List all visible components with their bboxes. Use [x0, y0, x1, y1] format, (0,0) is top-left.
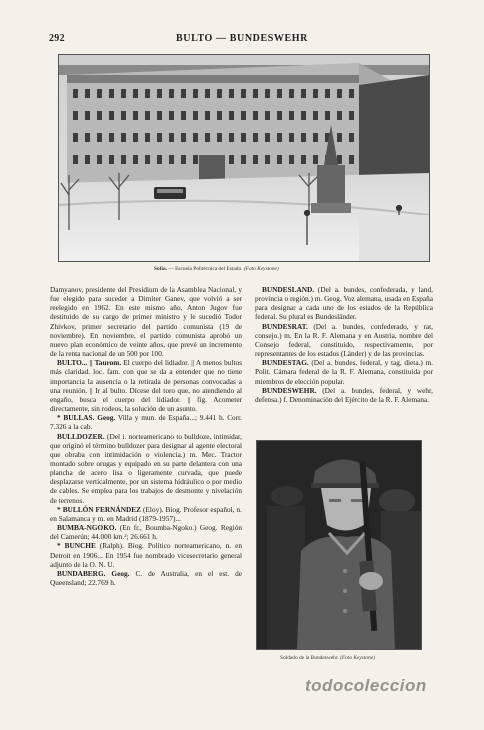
caption-place: Sofía. — [154, 266, 168, 272]
entry-bulldozer-body: (Del i. norteamericano to bulldoze, intimidar, que originó el término bulldozer para designar al agente electoral que obraba con intimidación o violencia.) m. Mec. Tractor montado sobre orugas y equipado en su parte delantera con una plancha de acero lisa o ligeramente curvada, que puede desplazarse verticalmente, por un sistema hidráulico o por medio de cables. Se emplea para los trabajos de desmonte y nivelación de terrenos. — [50, 431, 242, 505]
photo-polytechnic-school — [58, 54, 430, 262]
entry-bundesland-head: BUNDESLAND. — [262, 285, 315, 294]
caption-credit: (Foto Keystone) — [243, 266, 279, 272]
left-text-column — [50, 285, 242, 587]
running-title: BULTO — BUNDESWEHR — [176, 33, 308, 44]
watermark-logo: todocoleccion — [305, 676, 427, 695]
entry-bundesrat — [255, 322, 433, 359]
caption-soldier-text: Soldado de la Bundeswehr. — [280, 655, 339, 661]
entry-bumba-ngoko — [50, 523, 242, 541]
entry-bulldozer — [50, 432, 242, 505]
right-text-column — [255, 285, 433, 404]
entry-bunche-body: (Ralph). Biog. Político norteamericano, n. en Detroit en 1906... En 1954 fue nombrado vicesecretario general adjunto de la O. N. U. — [50, 541, 242, 569]
photo-bundeswehr-soldier — [256, 440, 422, 650]
entry-bundesland — [255, 285, 433, 322]
entry-bumba-body: (En fr., Boumba-Ngoko.) Geog. Región del Camerún; 44.000 km.²; 26.661 h. — [50, 523, 242, 542]
photo-soldier-illustration — [257, 441, 421, 649]
photo-caption-soldier — [280, 655, 375, 661]
entry-bullon — [50, 505, 242, 523]
entry-bulto — [50, 358, 242, 413]
caption-text: — Escuela Politécnica del Estado. — [168, 266, 243, 272]
entry-bundestag-body: (Del a. bundes, federal, y tag, dieta.) m. Polit. Cámara federal de la R. F. Alemana, constituida por miembros de elección popular. — [255, 358, 433, 386]
entry-bulto-head: BULTO... || Taurom. — [57, 358, 122, 368]
entry-bumba-head: BUMBA-NGOKO. — [57, 523, 117, 533]
entry-bulto-body: El cuerpo del lidiador. || A menos bultos más claridad. loc. fam. con que se da a entender que no tiene importancia la ausencia o la retirada de personas convocadas a una reunión. || Ir al bulto. Dícese del toro que, no atendiendo al engaño, busca el cuerpo del lidiador. || fig. Acometer directamente, sin rodeos, la solución de un asunto. — [50, 358, 242, 414]
bulgaria-history-paragraph: Damyanov, presidente del Presidium de la Asamblea Nacional, y fue elegido para suceder a Dimiter Ganev, que volvió a ser reelegido en 1962. En este mismo año, Anton Jugov fue destituido de su cargo de primer ministro y le sucedió Todor Zhivkov, primer secretario del partido comunista (19 de noviembre). En noviembre, el partido comunista aprobó un nuevo plan económico de veinte años, que prevé un incremento de la renta nacional de un 500 por 100. — [50, 285, 242, 359]
entry-bullon-body: (Eloy). Biog. Profesor español, n. en Salamanca y m. en Madrid (1879-1957)... — [50, 504, 242, 523]
caption-soldier-credit: (Foto Keystone) — [340, 655, 375, 661]
entry-bundesrat-body: (Del a. bundes, confederado, y rat, consejo.) m. En la R. F. Alemana y en Austria, nombre del Consejo federal, constituido, respectivamente, por representantes de los estados (Länder) y de las provincias. — [255, 321, 433, 359]
entry-bullas-body: Villa y mun. de España...; 9.441 h. Corr. 7.326 a la cab. — [50, 413, 242, 432]
entry-bundaberg-head: BUNDABERG. Geog. — [57, 568, 130, 578]
photo-building-illustration — [59, 55, 429, 261]
entry-bundesland-body: (Del a. bundes, confederada, y land, provincia o región.) m. Geog. Voz alemana, usada en España para designar a cada uno de los estados de la República federal. Su plural es Bundesländer. — [255, 285, 433, 322]
entry-bundesrat-head: BUNDESRAT. — [262, 321, 308, 331]
entry-bullas-head: * BULLAS. Geog. — [57, 413, 116, 423]
page-number: 292 — [49, 33, 65, 44]
entry-bundaberg-body: C. de Australia, en el est. de Queensland; 22.769 h. — [50, 568, 242, 587]
entry-bunche-head: * BUNCHE — [57, 541, 96, 551]
entry-bunche — [50, 541, 242, 568]
entry-bundeswehr — [255, 386, 433, 404]
photo-caption-polytechnic — [154, 266, 279, 272]
entry-bundaberg — [50, 569, 242, 587]
entry-bundeswehr-body: (Del a. bundes, federal, y wehr, defensa.) f. Denominación del Ejército de la R. F. Alemana. — [255, 385, 433, 404]
entry-bundestag — [255, 358, 433, 385]
entry-bullas — [50, 413, 242, 431]
entry-bundeswehr-head: BUNDESWEHR. — [262, 385, 317, 395]
entry-bullon-head: * BULLÓN FERNÁNDEZ — [57, 504, 141, 514]
entry-bulldozer-head: BULLDOZER. — [57, 431, 105, 441]
entry-bundestag-head: BUNDESTAG. — [262, 358, 309, 368]
